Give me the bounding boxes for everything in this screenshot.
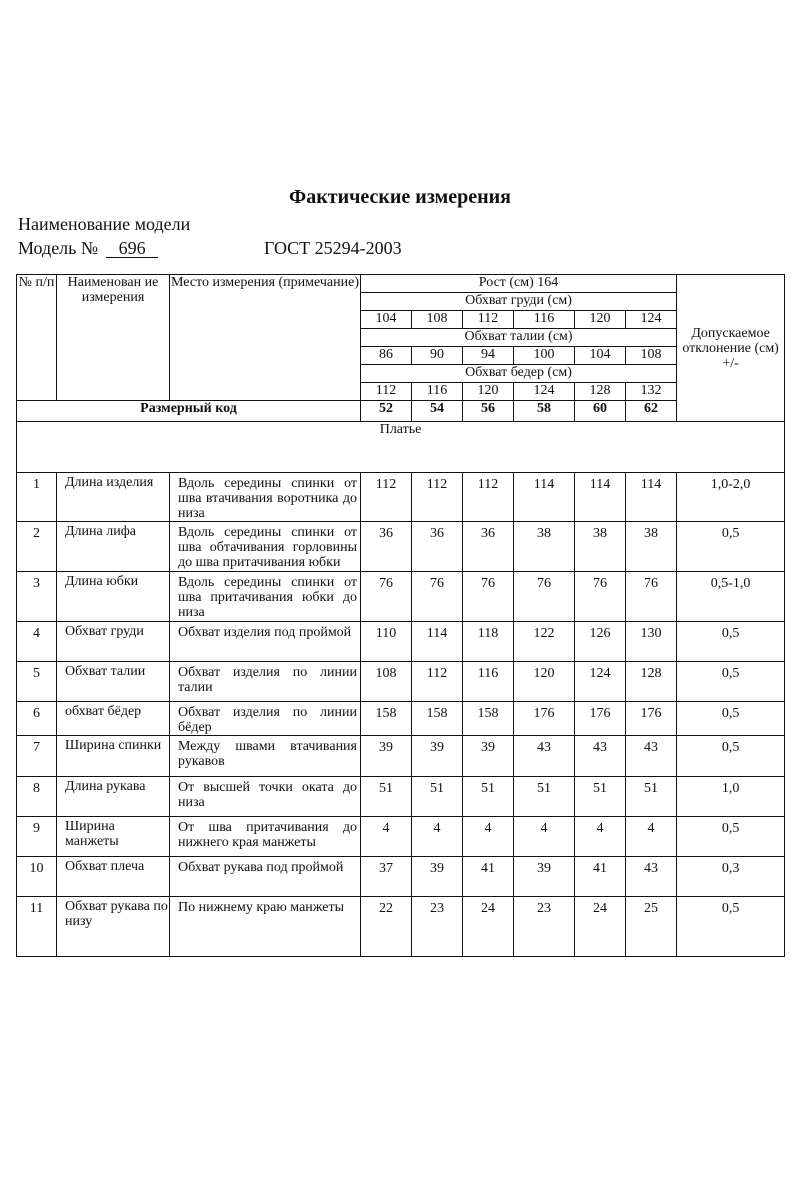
tolerance-value: 1,0-2,0 [677, 473, 785, 522]
measurement-value: 126 [575, 622, 626, 662]
measurement-value: 38 [626, 522, 677, 572]
table-row [17, 702, 785, 736]
measurement-value: 24 [575, 897, 626, 957]
measurement-value: 43 [514, 736, 575, 777]
model-number: 696 [106, 239, 158, 258]
document-title: Фактические измерения [289, 186, 511, 208]
row-number: 7 [17, 736, 57, 777]
measurement-note: Обхват изделия по линии бёдер [170, 702, 361, 736]
measurement-value: 120 [514, 662, 575, 702]
measurement-value: 158 [463, 702, 514, 736]
size-code: 60 [575, 401, 626, 422]
measurement-name: Длина рукава [57, 777, 170, 817]
table-row [17, 777, 785, 817]
measurement-value: 51 [361, 777, 412, 817]
measurement-note: Обхват рукава под проймой [170, 857, 361, 897]
measurement-value: 158 [412, 702, 463, 736]
measurement-value: 51 [412, 777, 463, 817]
size-code-row [17, 401, 785, 422]
gost-standard: ГОСТ 25294-2003 [264, 238, 402, 258]
table-row [17, 522, 785, 572]
measurement-note: Вдоль середины спинки от шва втачивания воротника до низа [170, 473, 361, 522]
measurement-value: 76 [626, 572, 677, 622]
measurement-value: 76 [361, 572, 412, 622]
measurement-value: 25 [626, 897, 677, 957]
row-number: 2 [17, 522, 57, 572]
measurement-name: Ширина манжеты [57, 817, 170, 857]
measurement-note: Вдоль середины спинки от шва обтачивания горловины до шва притачивания юбки [170, 522, 361, 572]
measurement-name: Ширина спинки [57, 736, 170, 777]
table-row [17, 857, 785, 897]
measurement-value: 51 [626, 777, 677, 817]
measurement-value: 36 [412, 522, 463, 572]
row-number: 1 [17, 473, 57, 522]
measurement-value: 4 [463, 817, 514, 857]
measurement-value: 38 [514, 522, 575, 572]
chest-label: Обхват груди (см) [361, 293, 677, 311]
chest-value: 112 [463, 311, 514, 329]
measurement-value: 114 [626, 473, 677, 522]
measurement-note: По нижнему краю манжеты [170, 897, 361, 957]
measurement-value: 38 [575, 522, 626, 572]
measurement-value: 4 [575, 817, 626, 857]
measurement-value: 122 [514, 622, 575, 662]
tolerance-value: 0,5 [677, 622, 785, 662]
measurement-value: 37 [361, 857, 412, 897]
hips-value: 124 [514, 383, 575, 401]
measurement-value: 43 [626, 857, 677, 897]
measurement-value: 76 [412, 572, 463, 622]
measurement-value: 116 [463, 662, 514, 702]
table-row [17, 473, 785, 522]
chest-value: 120 [575, 311, 626, 329]
waist-value: 100 [514, 347, 575, 365]
measurement-value: 112 [412, 662, 463, 702]
measurement-name: Длина изделия [57, 473, 170, 522]
measurement-value: 76 [514, 572, 575, 622]
measurement-value: 4 [412, 817, 463, 857]
measurements-table [16, 274, 785, 957]
measurement-name: Длина юбки [57, 572, 170, 622]
measurement-value: 39 [412, 857, 463, 897]
measurement-value: 112 [361, 473, 412, 522]
waist-label: Обхват талии (см) [361, 329, 677, 347]
size-code: 56 [463, 401, 514, 422]
chest-value: 108 [412, 311, 463, 329]
row-number: 3 [17, 572, 57, 622]
size-code: 62 [626, 401, 677, 422]
measurement-value: 39 [463, 736, 514, 777]
tolerance-value: 0,5 [677, 662, 785, 702]
row-number: 10 [17, 857, 57, 897]
size-code: 54 [412, 401, 463, 422]
measurement-value: 23 [514, 897, 575, 957]
table-row [17, 622, 785, 662]
measurement-value: 39 [361, 736, 412, 777]
measurement-note: Между швами втачивания рукавов [170, 736, 361, 777]
size-code: 52 [361, 401, 412, 422]
measurement-note: От высшей точки оката до низа [170, 777, 361, 817]
measurement-value: 41 [463, 857, 514, 897]
tolerance-value: 0,5 [677, 736, 785, 777]
measurement-value: 114 [412, 622, 463, 662]
measurement-value: 39 [412, 736, 463, 777]
model-number-line [18, 238, 158, 259]
tolerance-value: 0,5 [677, 522, 785, 572]
tolerance-value: 0,5 [677, 702, 785, 736]
measurement-value: 112 [463, 473, 514, 522]
measurement-name: Обхват груди [57, 622, 170, 662]
measurement-value: 23 [412, 897, 463, 957]
row-number: 4 [17, 622, 57, 662]
hips-label: Обхват бедер (см) [361, 365, 677, 383]
measurement-value: 43 [626, 736, 677, 777]
measurement-value: 36 [463, 522, 514, 572]
measurement-value: 158 [361, 702, 412, 736]
table-row [17, 662, 785, 702]
measurement-value: 130 [626, 622, 677, 662]
measurement-value: 43 [575, 736, 626, 777]
chest-value: 124 [626, 311, 677, 329]
measurement-value: 124 [575, 662, 626, 702]
tolerance-value: 0,5 [677, 897, 785, 957]
table-row [17, 817, 785, 857]
table-row [17, 572, 785, 622]
measurement-value: 51 [463, 777, 514, 817]
measurement-value: 118 [463, 622, 514, 662]
table-row [17, 897, 785, 957]
row-number: 6 [17, 702, 57, 736]
size-code-label: Размерный код [17, 401, 361, 422]
measurement-value: 128 [626, 662, 677, 702]
model-name-label: Наименование модели [18, 214, 191, 234]
measurement-name: Обхват рукава по низу [57, 897, 170, 957]
row-number: 8 [17, 777, 57, 817]
measurement-value: 76 [575, 572, 626, 622]
measurement-value: 114 [575, 473, 626, 522]
measurement-name: Длина лифа [57, 522, 170, 572]
measurement-value: 176 [626, 702, 677, 736]
tolerance-value: 0,5 [677, 817, 785, 857]
measurement-value: 4 [514, 817, 575, 857]
waist-value: 108 [626, 347, 677, 365]
chest-value: 116 [514, 311, 575, 329]
tolerance-value: 0,5-1,0 [677, 572, 785, 622]
measurement-name: Обхват талии [57, 662, 170, 702]
row-number: 11 [17, 897, 57, 957]
measurement-note: Вдоль середины спинки от шва притачивания юбки до низа [170, 572, 361, 622]
section-label: Платье [17, 422, 785, 473]
measurement-note: Обхват изделия под проймой [170, 622, 361, 662]
measurement-value: 39 [514, 857, 575, 897]
hips-value: 112 [361, 383, 412, 401]
measurement-name: обхват бёдер [57, 702, 170, 736]
hips-value: 128 [575, 383, 626, 401]
hips-value: 120 [463, 383, 514, 401]
measurement-value: 76 [463, 572, 514, 622]
chest-value: 104 [361, 311, 412, 329]
height-label: Рост (см) 164 [361, 275, 677, 293]
size-code: 58 [514, 401, 575, 422]
header-name: Наименован ие измерения [57, 275, 170, 401]
measurement-value: 110 [361, 622, 412, 662]
waist-value: 94 [463, 347, 514, 365]
tolerance-value: 1,0 [677, 777, 785, 817]
row-number: 5 [17, 662, 57, 702]
waist-value: 104 [575, 347, 626, 365]
measurement-value: 112 [412, 473, 463, 522]
measurement-value: 41 [575, 857, 626, 897]
measurement-value: 36 [361, 522, 412, 572]
measurement-value: 114 [514, 473, 575, 522]
measurement-value: 22 [361, 897, 412, 957]
measurement-value: 4 [361, 817, 412, 857]
hips-value: 116 [412, 383, 463, 401]
measurement-value: 176 [514, 702, 575, 736]
table-row [17, 736, 785, 777]
measurement-value: 51 [575, 777, 626, 817]
waist-value: 90 [412, 347, 463, 365]
header-place: Место измерения (примечание) [170, 275, 361, 401]
measurement-note: От шва притачивания до нижнего края манжеты [170, 817, 361, 857]
measurement-value: 108 [361, 662, 412, 702]
measurement-name: Обхват плеча [57, 857, 170, 897]
measurement-value: 24 [463, 897, 514, 957]
model-number-label: Модель № [18, 238, 99, 258]
measurement-note: Обхват изделия по линии талии [170, 662, 361, 702]
waist-value: 86 [361, 347, 412, 365]
header-tolerance: Допускаемое отклонение (см) +/- [677, 275, 785, 422]
header-no: № п/п [17, 275, 57, 401]
tolerance-value: 0,3 [677, 857, 785, 897]
measurement-value: 51 [514, 777, 575, 817]
hips-value: 132 [626, 383, 677, 401]
row-number: 9 [17, 817, 57, 857]
table-body [17, 275, 785, 957]
measurement-value: 176 [575, 702, 626, 736]
measurement-value: 4 [626, 817, 677, 857]
